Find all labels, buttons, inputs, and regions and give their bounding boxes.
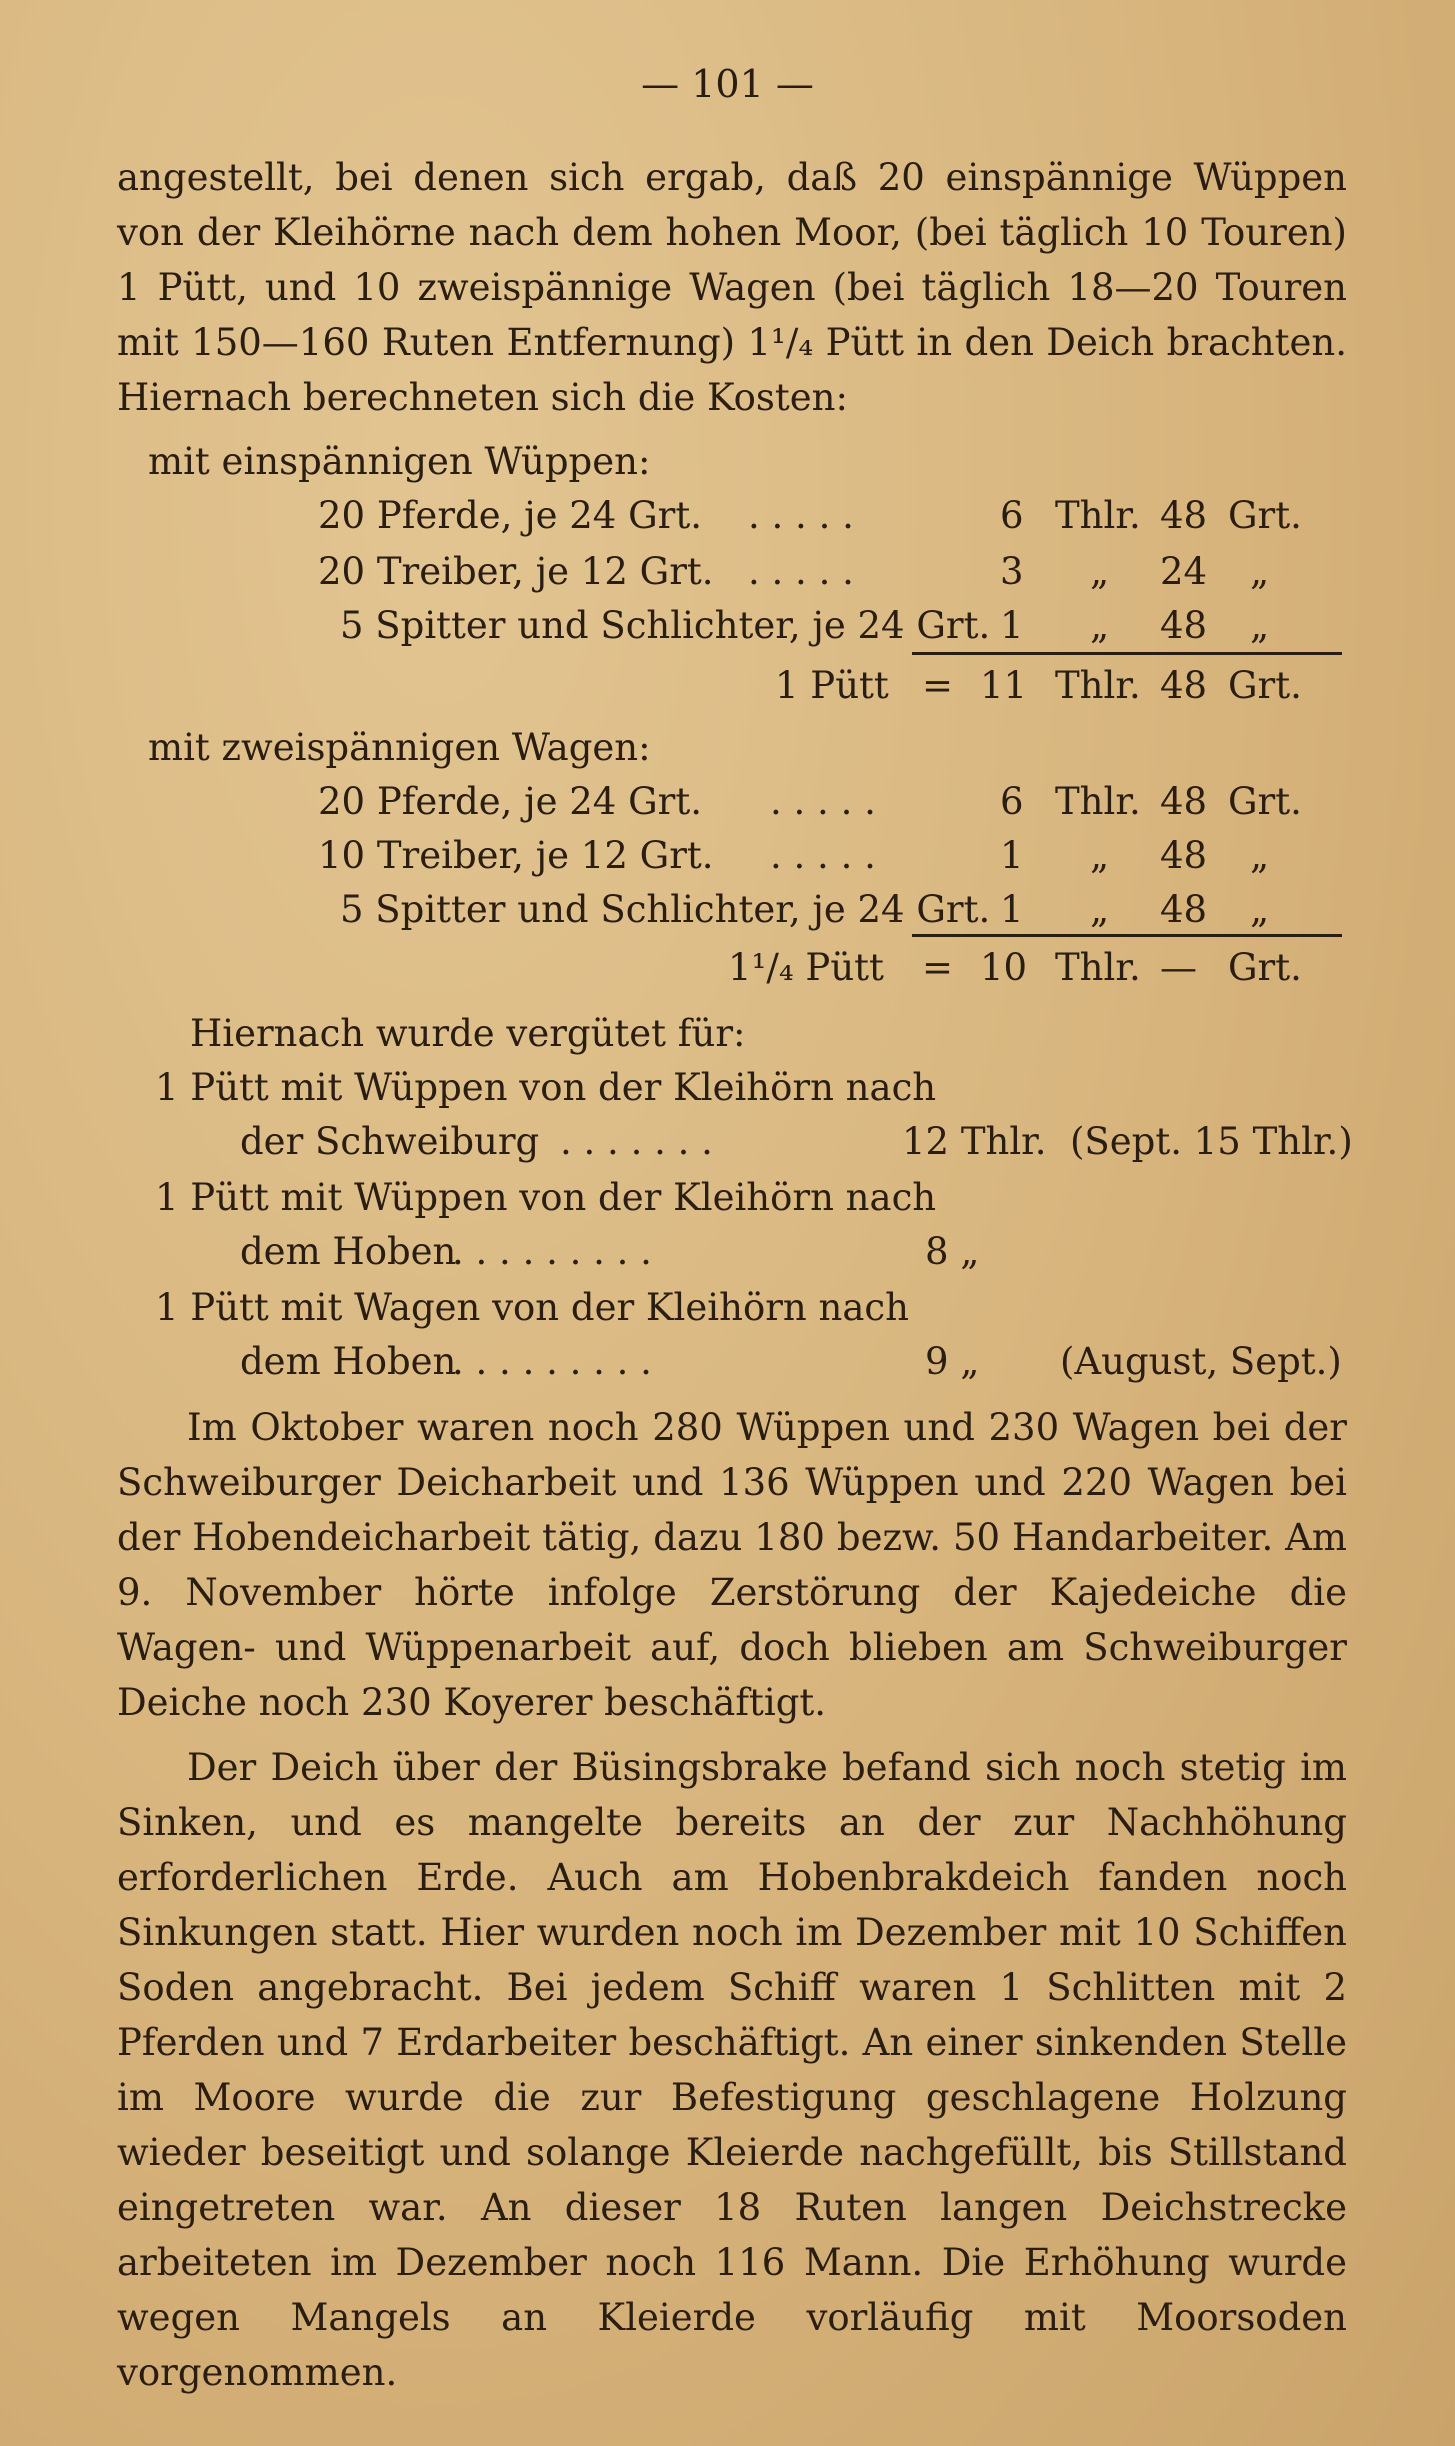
table-row-label: 20 Treiber, je 12 Grt. [318,550,714,593]
table-row-value1: 1 [1000,888,1024,931]
table-row-unit1: Thlr. [1055,494,1141,537]
total-unit1: Thlr. [1055,664,1141,707]
table-row-label: 5 Spitter und Schlichter, je 24 Grt. [340,888,991,931]
page-number: — 101 — [641,62,814,106]
total-unit2: Grt. [1228,946,1302,989]
table-row-unit1: „ [1090,834,1110,877]
table-row-value2: 48 [1160,604,1208,647]
list-item-note: (August, Sept.) [1060,1340,1342,1383]
table-row-dots: . . . . . [748,494,854,537]
table-row-value1: 6 [1000,780,1024,823]
sum-rule [912,652,1342,655]
list-item-value: 9 „ [925,1340,980,1383]
table-row-label: 10 Treiber, je 12 Grt. [318,834,714,877]
list-item-dots: . . . . . . . [560,1120,713,1163]
table-row-unit2: „ [1250,604,1270,647]
table-row-dots: . . . . . [770,834,876,877]
table-row-value1: 1 [1000,834,1024,877]
table-row-dots: . . . . . [770,780,876,823]
section3-heading: Hiernach wurde vergütet für: [190,1012,746,1055]
table-row-unit1: „ [1090,604,1110,647]
section1-heading: mit einspännigen Wüppen: [148,440,651,483]
table-row-unit2: „ [1250,550,1270,593]
list-item-dots: . . . . . . . . . [452,1340,652,1383]
table-row-unit1: „ [1090,550,1110,593]
total-value1: 11 [980,664,1028,707]
list-item-value: 8 „ [925,1230,980,1273]
list-item-dots: . . . . . . . . . [452,1230,652,1273]
list-item-line2: dem Hoben [240,1340,457,1383]
list-item-line2: dem Hoben [240,1230,457,1273]
list-item-note: (Sept. 15 Thlr.) [1070,1120,1353,1163]
list-item-line1: 1 Pütt mit Wüppen von der Kleihörn nach [155,1176,937,1219]
table-row-value1: 6 [1000,494,1024,537]
paragraph-1: angestellt, bei denen sich ergab, daß 20 einspännige Wüppen von der Kleihörne nach dem hohen Moor, (bei täglich 10 Touren) 1 Pütt, und 10 zweispännige Wagen (bei täglich 18—20 Touren mit 150—160 Ruten Entfernung) 1¹/₄ Pütt in den Deich brachten. Hiernach berechneten sich die Kosten: [117,156,1347,419]
total-value2: — [1160,946,1197,989]
total-value1: 10 [980,946,1028,989]
sum-rule [912,934,1342,937]
list-item-line1: 1 Pütt mit Wüppen von der Kleihörn nach [155,1066,937,1109]
list-item-value: 12 Thlr. [902,1120,1047,1163]
table-row-value2: 48 [1160,780,1208,823]
total-value2: 48 [1160,664,1208,707]
table-row-dots: . . . . . [748,550,854,593]
section2-heading: mit zweispännigen Wagen: [148,726,651,769]
table-row-unit2: „ [1250,834,1270,877]
table-row-unit2: Grt. [1228,780,1302,823]
total-label: 1 Pütt [775,664,889,707]
table-row-label: 20 Pferde, je 24 Grt. [318,494,702,537]
table-row-value2: 48 [1160,888,1208,931]
paragraph-3: Der Deich über der Büsingsbrake befand sich noch stetig im Sinken, und es mangelte bereits an der zur Nachhöhung erforderlichen Erde. Auch am Hobenbrakdeich fanden noch Sinkungen statt. Hier wurden noch im Dezember mit 10 Schiffen Soden angebracht. Bei jedem Schiff waren 1 Schlitten mit 2 Pferden und 7 Erdarbeiter beschäftigt. An einer sinkenden Stelle im Moore wurde die zur Befestigung geschlagene Holzung wieder beseitigt und solange Kleierde nachgefüllt, bis Stillstand eingetreten war. An dieser 18 Ruten langen Deichstrecke arbeiteten im Dezember noch 116 Mann. Die Erhöhung wurde wegen Mangels an Kleierde vorläufig mit Moorsoden vorgenommen. [117,1746,1347,2394]
list-item-line1: 1 Pütt mit Wagen von der Kleihörn nach [155,1286,909,1329]
total-label: 1¹/₄ Pütt [728,946,884,989]
table-row-value2: 48 [1160,834,1208,877]
table-row-value1: 1 [1000,604,1024,647]
table-row-unit1: Thlr. [1055,780,1141,823]
paragraph-2: Im Oktober waren noch 280 Wüppen und 230 Wagen bei der Schweiburger Deicharbeit und 136 Wüppen und 220 Wagen bei der Hobendeicharbeit tätig, dazu 180 bezw. 50 Handarbeiter. Am 9. November hörte infolge Zerstörung der Kajedeiche die Wagen- und Wüppenarbeit auf, doch blieben am Schweiburger Deiche noch 230 Koyerer beschäftigt. [117,1406,1347,1724]
table-row-value2: 48 [1160,494,1208,537]
list-item-line2: der Schweiburg [240,1120,540,1163]
table-row-label: 20 Pferde, je 24 Grt. [318,780,702,823]
total-unit1: Thlr. [1055,946,1141,989]
total-unit2: Grt. [1228,664,1302,707]
table-row-value2: 24 [1160,550,1208,593]
total-equals: = [922,946,954,989]
table-row-unit1: „ [1090,888,1110,931]
total-equals: = [922,664,954,707]
table-row-unit2: Grt. [1228,494,1302,537]
table-row-label: 5 Spitter und Schlichter, je 24 Grt. [340,604,991,647]
table-row-unit2: „ [1250,888,1270,931]
table-row-value1: 3 [1000,550,1024,593]
